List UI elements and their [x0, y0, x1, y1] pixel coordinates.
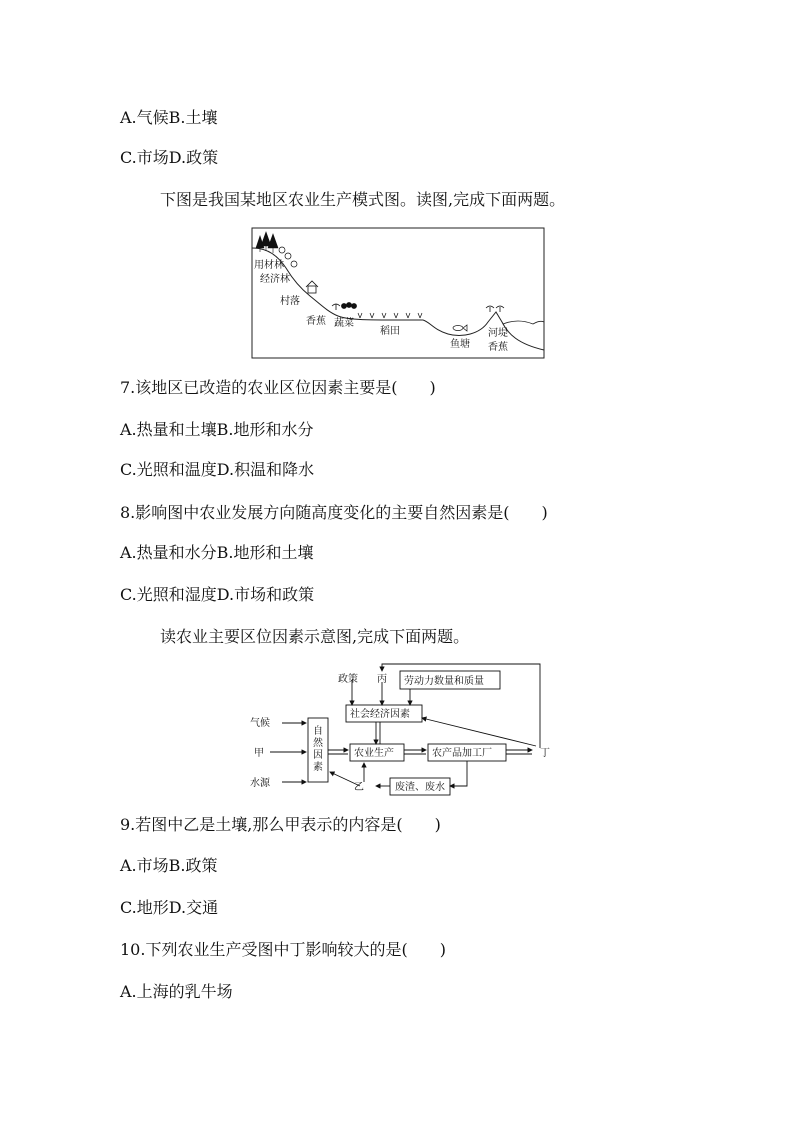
- q6-option-ab: A.气候B.土壤: [120, 108, 218, 127]
- label-processing-plant: 农产品加工厂: [432, 748, 492, 759]
- q7-option-cd: C.光照和温度D.积温和降水: [120, 460, 315, 479]
- label-bing: 丙: [377, 674, 387, 685]
- q9-stem: 9.若图中乙是土壤,那么甲表示的内容是( ): [120, 815, 441, 834]
- q10-option-a: A.上海的乳牛场: [120, 982, 233, 1001]
- q7-stem: 7.该地区已改造的农业区位因素主要是( ): [120, 378, 436, 397]
- label-waste: 废渣、废水: [395, 782, 445, 793]
- label-rice-field: 稻田: [380, 326, 400, 337]
- q9-option-cd: C.地形D.交通: [120, 898, 219, 917]
- label-levee: 河堤: [488, 328, 508, 339]
- label-natural-2: 然: [313, 738, 323, 749]
- q9-option-ab: A.市场B.政策: [120, 856, 218, 875]
- q8-stem: 8.影响图中农业发展方向随高度变化的主要自然因素是( ): [120, 503, 548, 522]
- label-policy: 政策: [338, 674, 358, 685]
- intro-figure2: 读农业主要区位因素示意图,完成下面两题。: [160, 627, 470, 646]
- label-village: 村落: [280, 296, 300, 307]
- label-yi: 乙: [354, 782, 364, 793]
- label-water-source: 水源: [250, 778, 270, 789]
- label-vegetable: 蔬菜: [334, 318, 354, 329]
- label-levee-banana: 香蕉: [488, 342, 508, 353]
- label-ding: 丁: [540, 748, 550, 759]
- label-socio-economic: 社会经济因素: [350, 709, 410, 720]
- label-jia: 甲: [254, 748, 264, 759]
- label-natural-1: 自: [313, 726, 323, 737]
- q10-stem: 10.下列农业生产受图中丁影响较大的是( ): [120, 940, 446, 959]
- label-agri-production: 农业生产: [354, 748, 394, 759]
- intro-figure1: 下图是我国某地区农业生产模式图。读图,完成下面两题。: [160, 190, 566, 209]
- q8-option-ab: A.热量和水分B.地形和土壤: [120, 543, 314, 562]
- label-timber-forest: 用材林: [254, 260, 284, 271]
- label-labor: 劳动力数量和质量: [404, 676, 484, 687]
- label-banana: 香蕉: [306, 316, 326, 327]
- label-natural-4: 素: [313, 762, 323, 773]
- q7-option-ab: A.热量和土壤B.地形和水分: [120, 420, 314, 439]
- label-natural-3: 因: [313, 750, 323, 761]
- label-climate: 气候: [250, 718, 270, 729]
- q8-option-cd: C.光照和湿度D.市场和政策: [120, 585, 315, 604]
- figure-location-factors: [240, 660, 560, 800]
- figure-agriculture-model: [248, 226, 548, 362]
- label-economic-forest: 经济林: [260, 274, 290, 285]
- label-fish-pond: 鱼塘: [450, 339, 470, 350]
- q6-option-cd: C.市场D.政策: [120, 148, 219, 167]
